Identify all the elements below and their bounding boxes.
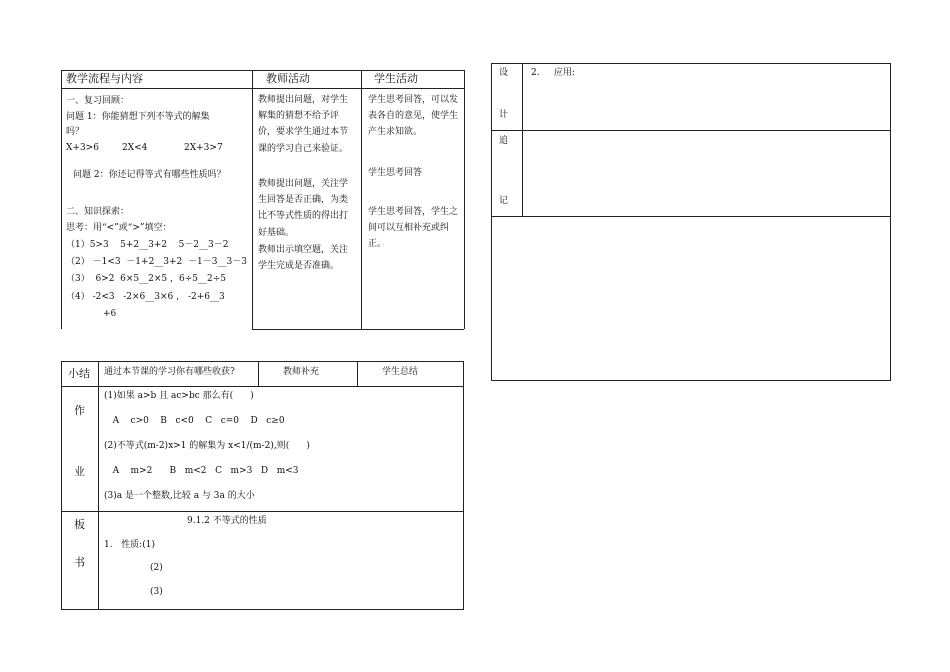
- col-divider-1: [252, 70, 253, 329]
- think-prompt: 思考：用“<”或“>”填空：: [66, 223, 172, 233]
- homework-options: A c>0 B c<0 C c=0 D c≥0: [104, 416, 285, 426]
- exercise-item-cont: +6: [103, 309, 117, 319]
- inequality-2: 2X<4: [122, 143, 148, 153]
- question-1: 问题 1：你能猜想下列不等式的解集: [66, 112, 210, 122]
- homework-label: 业: [74, 465, 85, 478]
- board-property: 1. 性质:(1): [104, 540, 155, 550]
- summary-label: 小结: [68, 367, 90, 380]
- right-border: [464, 70, 465, 329]
- review-title: 一、复习回顾：: [66, 96, 130, 106]
- header-lesson-flow: 教学流程与内容: [66, 72, 143, 85]
- student-activity-1: 学生思考回答，可以发表各自的意见，使学生产生求知欲。: [368, 95, 459, 138]
- board-title: 9.1.2 不等式的性质: [187, 516, 267, 526]
- inequality-3: 2X+3>7: [184, 143, 223, 153]
- homework-question: (1)如果 a>b 且 ac>bc 那么有( ): [104, 391, 254, 401]
- header-divider: [61, 88, 464, 89]
- row-divider: [491, 216, 891, 217]
- exercise-item: （3） 6>2 6×5__2×5 ，6÷5__2÷5: [66, 274, 226, 284]
- col-divider-2: [361, 70, 362, 329]
- header-student-activity: 学生活动: [374, 72, 418, 85]
- table-top-border: [61, 70, 464, 71]
- board-property: (2): [150, 563, 163, 573]
- design-label: 设: [499, 68, 509, 78]
- explore-title: 二、知识探索：: [66, 207, 130, 217]
- col-divider: [258, 361, 259, 386]
- inequality-1: X+3>6: [66, 143, 99, 153]
- question-2: 问题 2：你还记得等式有哪些性质吗？: [73, 170, 226, 180]
- exercise-item: （1）5>3 5+2__3+2 5－2__3－2: [66, 240, 229, 250]
- student-summary: 学生总结: [382, 367, 419, 377]
- row-divider: [61, 386, 464, 387]
- homework-question: (2)不等式(m-2)x>1 的解集为 x<1/(m-2),则( ): [104, 441, 310, 451]
- student-activity-3: 学生思考回答，学生之间可以互相补充或纠正。: [368, 207, 459, 250]
- table-bottom-border: [252, 329, 464, 330]
- row-divider: [61, 511, 464, 512]
- question-1-cont: 吗？: [66, 127, 85, 137]
- design-label: 计: [499, 110, 509, 120]
- col-divider: [357, 361, 358, 386]
- left-border: [61, 70, 62, 329]
- teacher-activity-2: 教师提出问题，关注学生回答是否正确，为类比不等式性质的得出打好基础。: [258, 179, 349, 238]
- trace-label: 记: [499, 196, 509, 206]
- exercise-item: （2） －1<3 －1+2__3+2 －1－3__3－3: [66, 257, 247, 267]
- row-divider: [491, 130, 891, 131]
- summary-question: 通过本节课的学习你有哪些收获?: [104, 367, 235, 377]
- header-teacher-activity: 教师活动: [266, 72, 310, 85]
- board-label: 板: [74, 518, 85, 531]
- board-label: 书: [74, 556, 85, 569]
- homework-question: (3)a 是一个整数,比较 a 与 3a 的大小: [104, 491, 255, 501]
- application-heading: 2. 应用:: [531, 68, 575, 78]
- board-property: (3): [150, 587, 163, 597]
- homework-options: A m>2 B m<2 C m>3 D m<3: [104, 466, 299, 476]
- teacher-supplement: 教师补充: [283, 367, 320, 377]
- exercise-item: （4） -2<3 -2×6__3×6 ， -2+6__3: [66, 292, 225, 302]
- trace-label: 追: [499, 136, 509, 146]
- homework-label: 作: [74, 404, 85, 417]
- teacher-activity-3: 教师出示填空题，关注学生完成是否准确。: [258, 245, 349, 272]
- student-activity-2: 学生思考回答: [368, 168, 423, 178]
- label-col-divider: [522, 63, 523, 216]
- teacher-activity-1: 教师提出问题，对学生解集的猜想不给予评价，要求学生通过本节课的学习自己来验证。: [258, 95, 349, 154]
- label-col-divider: [98, 361, 99, 610]
- table-frame: [491, 63, 891, 381]
